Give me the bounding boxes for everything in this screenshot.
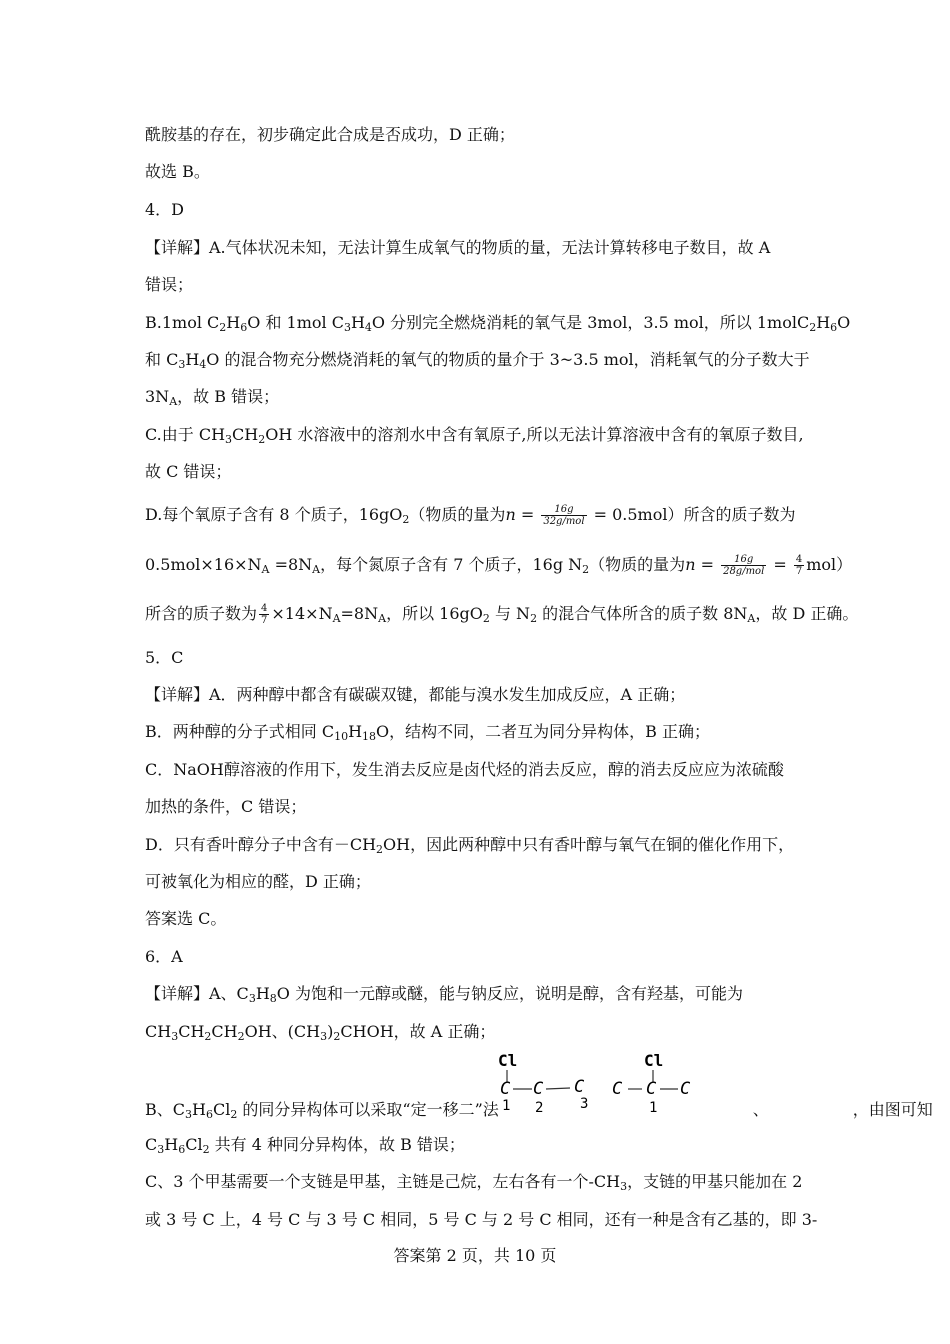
text-line: 加热的条件，C 错误； xyxy=(145,797,307,816)
text-line: 错误； xyxy=(145,275,194,294)
question-5-answer: 5．C xyxy=(145,648,184,667)
text-line: 【详解】A．两种醇中都含有碳碳双键，都能与溴水发生加成反应，A 正确； xyxy=(145,685,686,704)
carbon-3: C xyxy=(574,1077,585,1097)
text-line: C、3 个甲基需要一个支链是甲基，主链是己烷，左右各有一个$-CH_3$，支链的甲基只能加在 2 xyxy=(145,1172,803,1193)
question-6-answer: 6．A xyxy=(145,947,183,966)
text-line: 可被氧化为相应的醛，D 正确； xyxy=(145,872,371,891)
text-line: $3N_A$，故 B 错误； xyxy=(145,387,280,408)
carbon-number-1: 1 xyxy=(502,1098,511,1114)
question-4-answer: 4．D xyxy=(145,200,185,219)
text-line: 【详解】A.气体状况未知，无法计算生成氧气的物质的量，无法计算转移电子数目，故 A xyxy=(145,238,771,257)
text-line: $C_3H_6Cl_2$ 共有 4 种同分异构体，故 B 错误； xyxy=(145,1135,465,1156)
carbon-2: C xyxy=(533,1079,544,1099)
text-line: 故选 B。 xyxy=(145,162,210,181)
text-line-b-structure: B、$C_3H_6Cl_2$ 的同分异构体可以采取“定一移二”法 、 ，由图可知 xyxy=(145,1100,933,1121)
carbon-number-1: 1 xyxy=(649,1100,658,1116)
chlorine-label: Cl xyxy=(498,1051,518,1070)
carbon-number-2: 2 xyxy=(535,1100,544,1116)
chlorine-label: Cl xyxy=(644,1051,664,1070)
text-line: D．只有香叶醇分子中含有$-CH_2OH$，因此两种醇中只有香叶醇与氧气在铜的催化作用下， xyxy=(145,835,795,856)
carbon-right: C xyxy=(680,1079,691,1099)
text-line: 答案选 C。 xyxy=(145,909,227,928)
text-line-d: D.每个氧原子含有 8 个质子，$16gO_2$（物质的量为n = $\frac{16g}{\text{32g/mol}}$ = 0.5mol）所含的质子数为 xyxy=(145,504,796,527)
carbon-1: C xyxy=(500,1079,511,1099)
carbon-center: C xyxy=(646,1079,657,1099)
text-line: B．两种醇的分子式相同 $C_{10}H_{18}O$，结构不同，二者互为同分异构体，B 正确； xyxy=(145,722,711,743)
text-line: 或 3 号 C 上，4 号 C 与 3 号 C 相同，5 号 C 与 2 号 C 相同，还有一种是含有乙基的，即 3- xyxy=(145,1210,818,1229)
text-line: 酰胺基的存在，初步确定此合成是否成功，D 正确； xyxy=(145,125,515,144)
carbon-left: C xyxy=(612,1079,623,1099)
text-line: C．NaOH醇溶液的作用下，发生消去反应是卤代烃的消去反应，醇的消去反应应为浓硫酸 xyxy=(145,760,784,779)
text-line: 【详解】A、$C_3H_8O$ 为饱和一元醇或醚，能与钠反应，说明是醇，含有羟基，可能为 xyxy=(145,984,743,1005)
isomer-structure-diagram xyxy=(494,1050,704,1120)
text-line: 所含的质子数为 $\frac{4}{7}$ $\times 14\times N_A=8N_A$，所以 $16gO_2$ 与 $N_2$ 的混合气体所含的质子数 $8N_A$，故 D 正确。 xyxy=(145,603,859,626)
page-footer: 答案第 2 页，共 10 页 xyxy=(393,1246,557,1265)
text-line: 和 $C_3H_4O$ 的混合物充分燃烧消耗的氧气的物质的量介于 3~3.5 mol，消耗氧气的分子数大于 xyxy=(145,350,810,371)
text-line: $CH_3CH_2CH_2OH$、$(CH_3)_2CHOH$，故 A 正确； xyxy=(145,1022,496,1043)
text-line-b: B.1mol $C_2H_6O$ 和 1mol $C_3H_4O$ 分别完全燃烧消耗的氧气是 3mol，3.5 mol，所以 $1molC_2H_6O$ xyxy=(145,313,851,334)
text-line: $0.5mol\times 16\times N_A =8N_A$，每个氮原子含有 7 个质子，16g $N_2$（物质的量为n = $\frac{16g}{\text{28g/mol}}$ = $\frac{4}{7}$ mol） xyxy=(145,554,853,577)
carbon-number-3: 3 xyxy=(580,1096,589,1112)
text-line: 故 C 错误； xyxy=(145,462,232,481)
text-line-c: C.由于 $CH_3CH_2OH$ 水溶液中的溶剂水中含有氧原子,所以无法计算溶液中含有的氧原子数目, xyxy=(145,425,804,446)
